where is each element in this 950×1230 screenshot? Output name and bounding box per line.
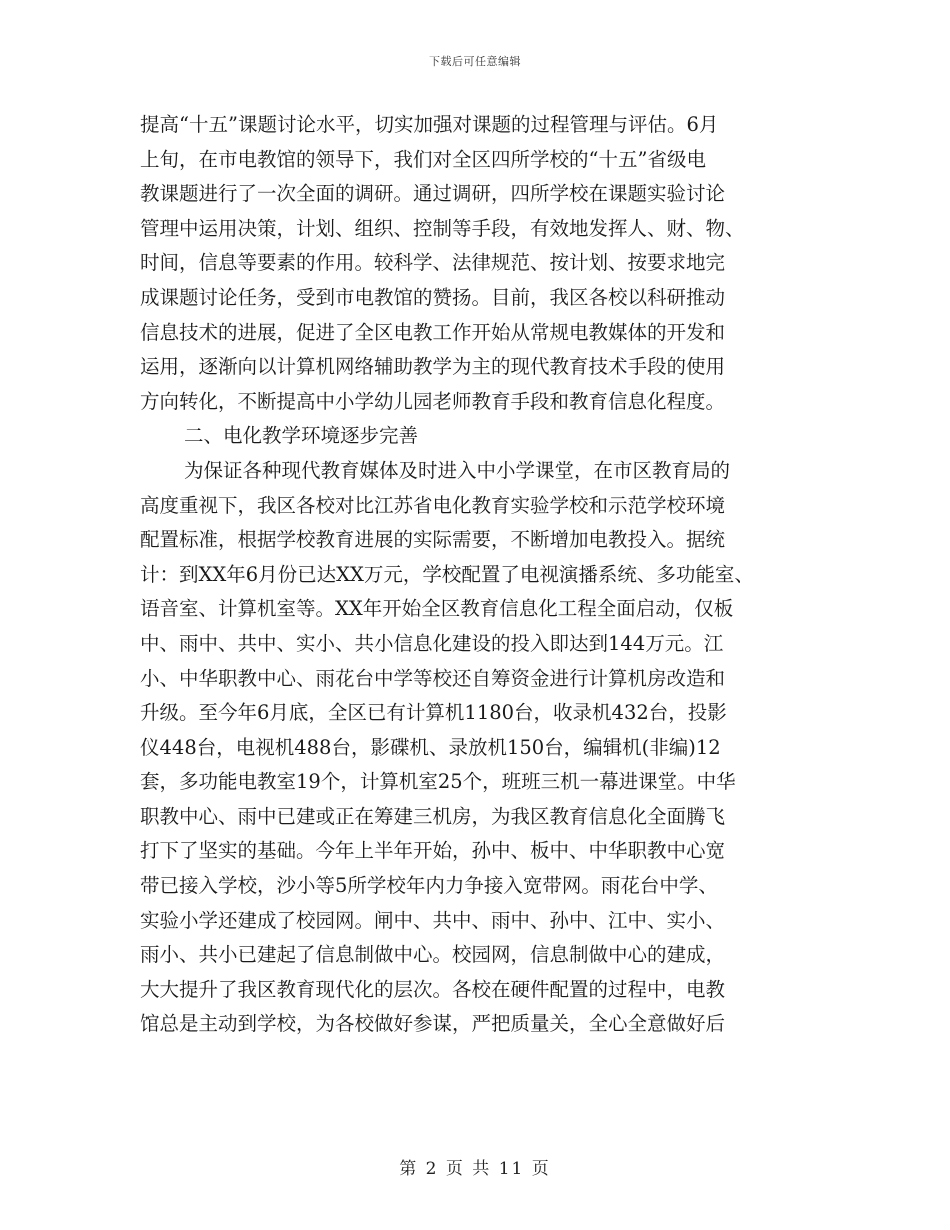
page-number: 第 2 页 共 11 页: [399, 1159, 551, 1179]
text-line: 语音室、计算机室等。XX年开始全区教育信息化工程全面启动，仅板: [140, 597, 734, 621]
text-line: 套，多功能电教室19个，计算机室25个，班班三机一幕进课堂。中华: [140, 770, 736, 794]
text-line: 雨小、共小已建起了信息制做中心。校园网，信息制做中心的建成，: [140, 943, 726, 967]
text-line: 馆总是主动到学校，为各校做好参谋，严把质量关，全心全意做好后: [140, 1012, 726, 1036]
paragraph-start: 为保证各种现代教育媒体及时进入中小学课堂，在市区教育局的: [184, 458, 731, 482]
text-line: 小、中华职教中心、雨花台中学等校还自筹资金进行计算机房改造和: [140, 666, 726, 690]
text-line: 方向转化，不断提高中小学幼儿园老师教育手段和教育信息化程度。: [140, 389, 726, 413]
text-line: 教课题进行了一次全面的调研。通过调研，四所学校在课题实验讨论: [140, 182, 726, 206]
text-line: 运用，逐渐向以计算机网络辅助教学为主的现代教育技术手段的使用: [140, 355, 726, 379]
text-line: 实验小学还建成了校园网。闸中、共中、雨中、孙中、江中、实小、: [140, 908, 726, 932]
text-line: 信息技术的进展，促进了全区电教工作开始从常规电教媒体的开发和: [140, 320, 726, 344]
text-line: 计：到XX年6月份已达XX万元，学校配置了电视演播系统、多功能室、: [140, 562, 754, 586]
text-line: 管理中运用决策，计划、组织、控制等手段，有效地发挥人、财、物、: [140, 216, 745, 240]
section-heading: 二、电化教学环境逐步完善: [184, 424, 419, 448]
text-line: 时间，信息等要素的作用。较科学、法律规范、按计划、按要求地完: [140, 251, 726, 275]
text-line: 高度重视下，我区各校对比江苏省电化教育实验学校和示范学校环境: [140, 493, 726, 517]
text-line: 成课题讨论任务，受到市电教馆的赞扬。目前，我区各校以科研推动: [140, 285, 726, 309]
text-line: 配置标准，根据学校教育进展的实际需要，不断增加电教投入。据统: [140, 528, 726, 552]
text-line: 提高“十五”课题讨论水平，切实加强对课题的过程管理与评估。6月: [140, 113, 719, 136]
text-line: 大大提升了我区教育现代化的层次。各校在硬件配置的过程中，电教: [140, 977, 726, 1001]
text-line: 打下了坚实的基础。今年上半年开始，孙中、板中、中华职教中心宽: [140, 839, 726, 863]
text-line: 升级。至今年6月底，全区已有计算机1180台，收录机432台，投影: [140, 701, 727, 725]
text-line: 带已接入学校，沙小等5所学校年内力争接入宽带网。雨花台中学、: [140, 874, 718, 898]
document-body: [140, 108, 820, 1042]
text-line: 中、雨中、共中、实小、共小信息化建设的投入即达到144万元。江: [140, 631, 724, 655]
text-line: 上旬，在市电教馆的领导下，我们对全区四所学校的“十五”省级电: [140, 147, 706, 171]
header-note: 下载后可任意编辑: [429, 55, 521, 68]
text-line: 仪448台，电视机488台，影碟机、录放机150台，编辑机(非编)12: [140, 735, 721, 759]
text-line: 职教中心、雨中已建或正在筹建三机房，为我区教育信息化全面腾飞: [140, 804, 726, 828]
